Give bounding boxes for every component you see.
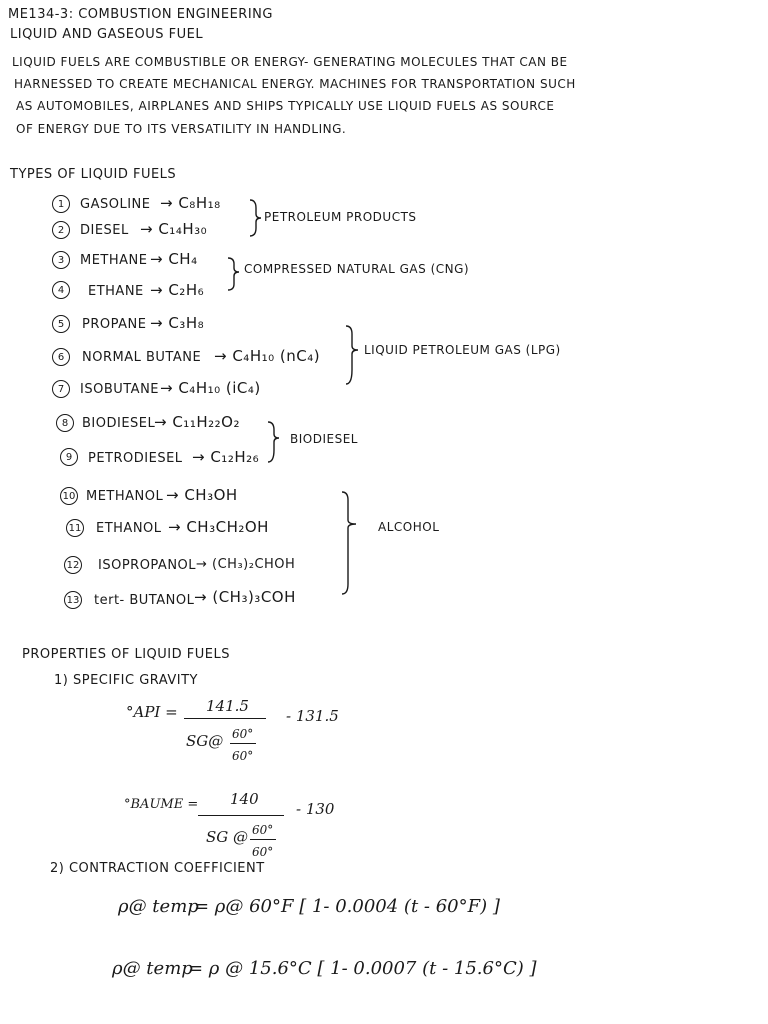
fuel-name: GASOLINE bbox=[80, 197, 151, 212]
fuel-formula: → C₁₄H₃₀ bbox=[140, 220, 208, 238]
api-sg-temp-bottom: 60° bbox=[232, 749, 254, 763]
baume-sg-temp-top: 60° bbox=[252, 823, 274, 837]
intro-line-2: HARNESSED TO CREATE MECHANICAL ENERGY. MACHINES FOR TRANSPORTATION SUCH bbox=[14, 77, 576, 91]
fuel-name: METHANOL bbox=[86, 489, 164, 504]
brace-lpg bbox=[346, 326, 358, 384]
fuel-formula: → (CH₃)₃COH bbox=[194, 588, 296, 606]
item-number: 3 bbox=[52, 251, 70, 269]
fuel-name: DIESEL bbox=[80, 223, 129, 238]
fuel-formula: → C₂H₆ bbox=[150, 281, 205, 299]
brace-alcohol bbox=[342, 492, 356, 594]
baume-denominator: SG @ bbox=[206, 828, 249, 846]
fuel-name: BIODIESEL bbox=[82, 416, 156, 431]
item-number: 8 bbox=[56, 414, 74, 432]
fuel-formula: → (CH₃)₂CHOH bbox=[196, 557, 296, 572]
fuel-formula: → C₁₁H₂₂O₂ bbox=[154, 413, 240, 431]
intro-line-4: OF ENERGY DUE TO ITS VERSATILITY IN HANDLING. bbox=[16, 122, 347, 136]
group-cng-label: COMPRESSED NATURAL GAS (CNG) bbox=[244, 262, 470, 276]
fuel-formula: → CH₄ bbox=[150, 250, 198, 268]
eq2-lhs: ρ@ temp bbox=[112, 958, 193, 979]
properties-heading: PROPERTIES OF LIQUID FUELS bbox=[22, 647, 230, 662]
api-denominator: SG@ bbox=[186, 732, 224, 750]
brace-cng bbox=[228, 258, 239, 290]
intro-line-1: LIQUID FUELS ARE COMBUSTIBLE OR ENERGY- GENERATING MOLECULES THAT CAN BE bbox=[12, 55, 568, 69]
api-fraction-line bbox=[184, 718, 266, 719]
baume-sg-temp-line bbox=[250, 839, 276, 840]
course-title: ME134-3: COMBUSTION ENGINEERING bbox=[8, 7, 273, 22]
baume-numerator: 140 bbox=[230, 790, 259, 808]
fuel-formula: → C₃H₈ bbox=[150, 314, 205, 332]
item-number: 4 bbox=[52, 281, 70, 299]
intro-line-3: AS AUTOMOBILES, AIRPLANES AND SHIPS TYPICALLY USE LIQUID FUELS AS SOURCE bbox=[16, 99, 555, 113]
fuel-name: ISOPROPANOL bbox=[98, 558, 197, 573]
fuel-formula: → C₈H₁₈ bbox=[160, 194, 221, 212]
item-number: 10 bbox=[60, 487, 78, 505]
contraction-coefficient-title: 2) CONTRACTION COEFFICIENT bbox=[50, 861, 265, 876]
eq1-lhs: ρ@ temp bbox=[118, 896, 199, 917]
fuel-name: ETHANE bbox=[88, 284, 144, 299]
item-number: 13 bbox=[64, 591, 82, 609]
item-number: 7 bbox=[52, 380, 70, 398]
fuel-name: tert- BUTANOL bbox=[94, 593, 195, 608]
item-number: 6 bbox=[52, 348, 70, 366]
types-heading: TYPES OF LIQUID FUELS bbox=[10, 167, 177, 182]
fuel-formula: → C₄H₁₀ (iC₄) bbox=[160, 379, 261, 397]
baume-lhs: °BAUME = bbox=[124, 797, 199, 812]
baume-tail: - 130 bbox=[296, 800, 335, 818]
fuel-formula: → C₁₂H₂₆ bbox=[192, 448, 260, 466]
fuel-formula: → CH₃OH bbox=[166, 486, 238, 504]
group-lpg-label: LIQUID PETROLEUM GAS (LPG) bbox=[364, 343, 561, 357]
fuel-name: PROPANE bbox=[82, 317, 147, 332]
fuel-name: NORMAL BUTANE bbox=[82, 350, 202, 365]
item-number: 1 bbox=[52, 195, 70, 213]
item-number: 11 bbox=[66, 519, 84, 537]
item-number: 2 bbox=[52, 221, 70, 239]
fuel-formula: → CH₃CH₂OH bbox=[168, 518, 269, 536]
topic-title: LIQUID AND GASEOUS FUEL bbox=[10, 27, 204, 42]
api-lhs: °API = bbox=[126, 703, 178, 721]
brace-petroleum bbox=[250, 200, 261, 236]
item-number: 5 bbox=[52, 315, 70, 333]
baume-sg-temp-bottom: 60° bbox=[252, 845, 274, 859]
eq1-rhs: = ρ@ 60°F [ 1- 0.0004 (t - 60°F) ] bbox=[194, 896, 500, 917]
specific-gravity-title: 1) SPECIFIC GRAVITY bbox=[54, 673, 198, 688]
item-number: 9 bbox=[60, 448, 78, 466]
group-alcohol-label: ALCOHOL bbox=[378, 520, 440, 534]
api-sg-temp-line bbox=[230, 743, 256, 744]
group-biodiesel-label: BIODIESEL bbox=[290, 432, 358, 446]
api-sg-temp-top: 60° bbox=[232, 727, 254, 741]
baume-fraction-line bbox=[198, 815, 284, 816]
api-numerator: 141.5 bbox=[206, 697, 249, 715]
brace-biodiesel bbox=[268, 422, 279, 462]
item-number: 12 bbox=[64, 556, 82, 574]
fuel-name: ISOBUTANE bbox=[80, 382, 160, 397]
fuel-name: METHANE bbox=[80, 253, 148, 268]
group-petroleum-label: PETROLEUM PRODUCTS bbox=[264, 210, 417, 224]
fuel-name: ETHANOL bbox=[96, 521, 162, 536]
fuel-name: PETRODIESEL bbox=[88, 451, 183, 466]
api-tail: - 131.5 bbox=[286, 707, 339, 725]
eq2-rhs: = ρ @ 15.6°C [ 1- 0.0007 (t - 15.6°C) ] bbox=[188, 958, 537, 979]
fuel-formula: → C₄H₁₀ (nC₄) bbox=[214, 347, 321, 365]
